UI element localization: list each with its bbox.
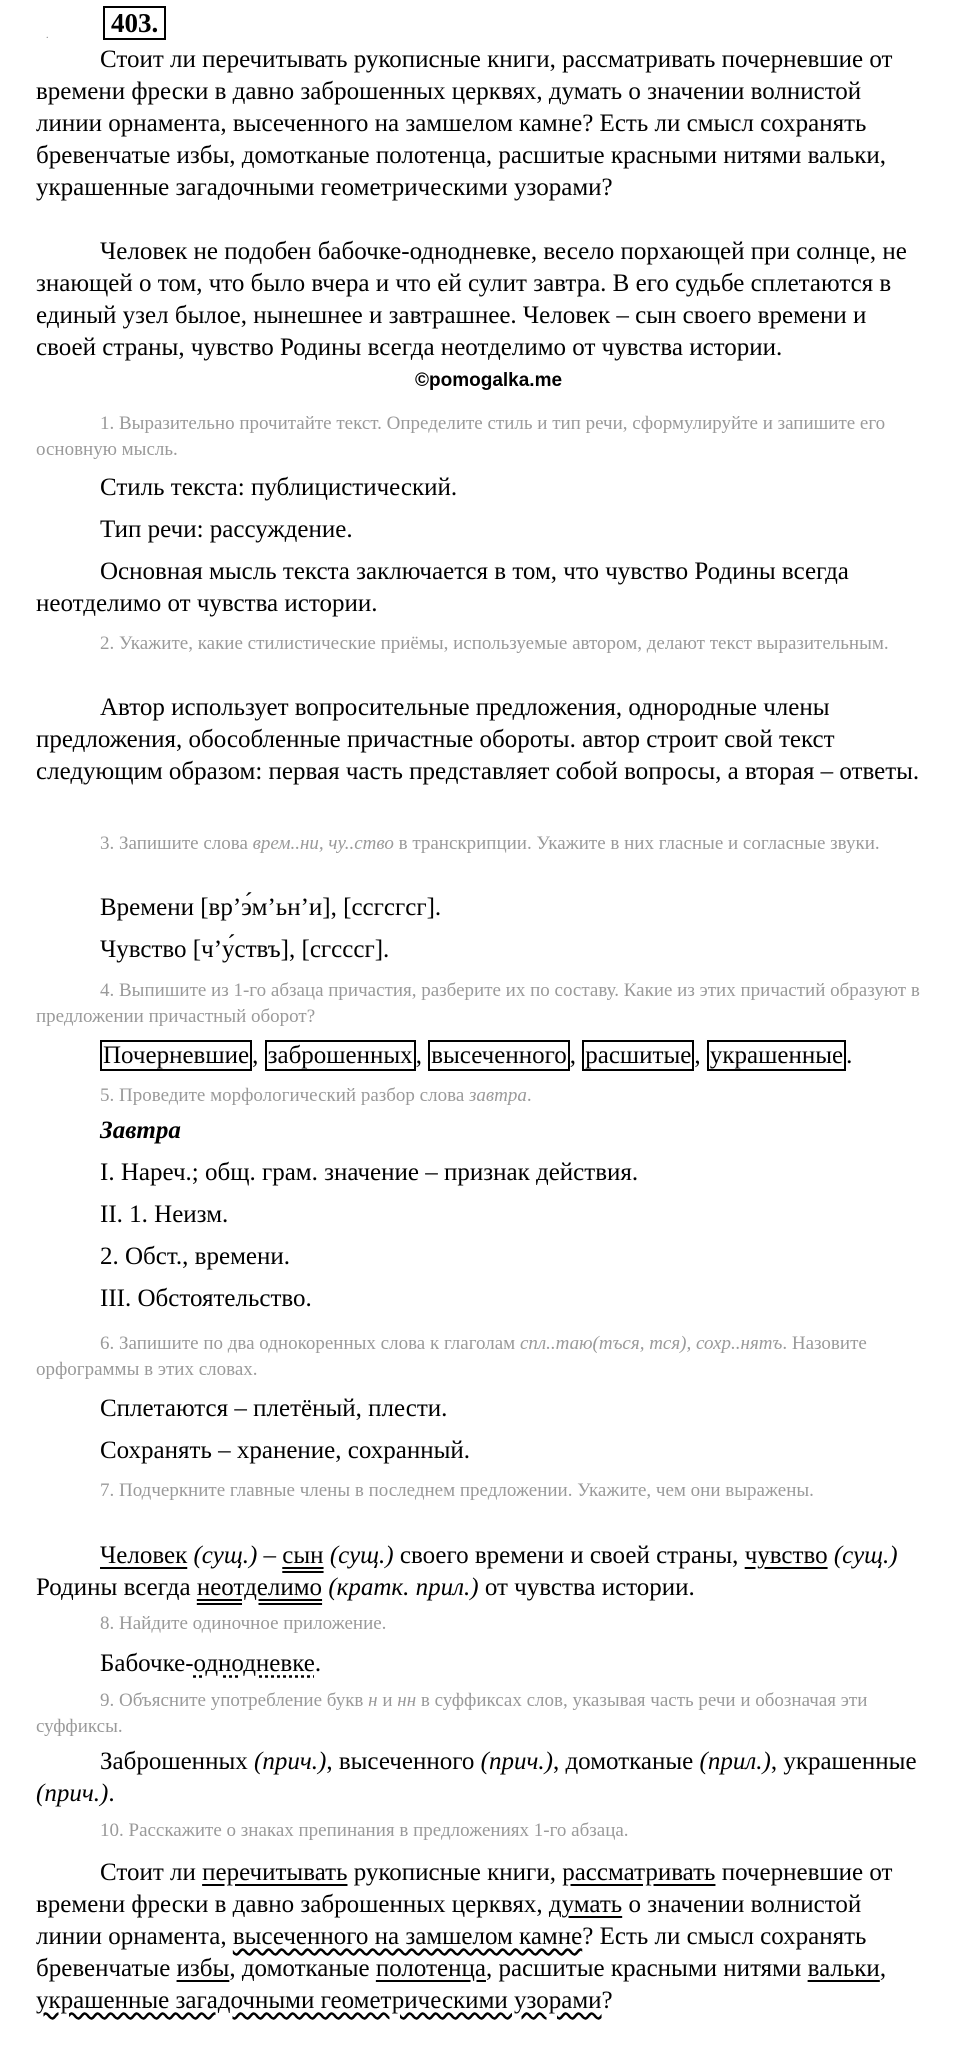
answer-3-line-1: Времени [вр’э́м’ьн’и], [ссгсгсг]. [100, 894, 442, 921]
predicate-word-2: неотделимо [196, 1574, 323, 1601]
question-9: 9. Объясните употребление букв н и нн в суффиксах слов, указывая часть речи и обозначая эти суффиксы. [36, 1690, 868, 1737]
answer-4: Почерневшие , заброшенных , высеченного , расшитые , украшенные . [100, 1040, 940, 1072]
answer-5-title: Завтра [100, 1117, 181, 1144]
question-4: 4. Выпишите из 1-го абзаца причастия, разберите их по составу. Какие из этих причастий образуют в предложении причастный оборот? [36, 980, 920, 1027]
answer-9: Заброшенных (прич.), высеченного (прич.), домотканые (прил.), украшенные (прич.). [36, 1748, 917, 1807]
question-5: 5. Проведите морфологический разбор слова завтра. [100, 1085, 532, 1106]
participle-1: Почерневшие [100, 1040, 252, 1071]
answer-1-style: Стиль текста: публицистический. [100, 474, 458, 501]
question-10: 10. Расскажите о знаках препинания в предложениях 1-го абзаца. [100, 1820, 629, 1841]
word-3: домотканые [565, 1748, 694, 1775]
text-paragraph-2: Человек не подобен бабочке-однодневке, весело порхающей при солнце, не знающей о том, что было вчера и что ей сулит завтра. В его судьбе сплетаются в единый узел былое, нынешнее и завтрашнее. Человек – сын своего времени и своей страны, чувство Родины всегда неотделимо от чувства истории. [36, 238, 907, 361]
word-1: Заброшенных [100, 1748, 248, 1775]
answer-5-line-2: II. 1. Неизм. [100, 1201, 229, 1228]
question-1: 1. Выразительно прочитайте текст. Определите стиль и тип речи, сформулируйте и запишите его основную мысль. [36, 413, 886, 460]
answer-6-line-2: Сохранять – хранение, сохранный. [100, 1437, 471, 1464]
question-5-word: завтра [469, 1085, 527, 1106]
answer-5-line-4: III. Обстоятельство. [100, 1285, 312, 1312]
word-2: высеченного [338, 1748, 475, 1775]
subject-word: Человек [100, 1542, 188, 1569]
question-3: 3. Запишите слова врем..ни, чу..ство в транскрипции. Укажите в них гласные и согласные звуки. [100, 833, 880, 854]
watermark: ©pomogalka.me [415, 370, 563, 391]
answer-6-line-1: Сплетаются – плетёный, плести. [100, 1395, 448, 1422]
answer-1-type: Тип речи: рассуждение. [100, 516, 353, 543]
participle-3: высеченного [428, 1040, 570, 1071]
question-6: 6. Запишите по два однокоренных слова к глаголам спл..таю(тъся, тся), сохр..нятъ. Назовите орфограммы в этих словах. [36, 1333, 867, 1380]
decorative-dot: . [46, 30, 49, 41]
answer-7: Человек (сущ.) – сын (сущ.) своего времени и своей страны, чувство (сущ.) Родины всегда неотделимо (кратк. прил.) от чувства истории. [36, 1542, 898, 1601]
question-7: 7. Подчеркните главные члены в последнем предложении. Укажите, чем они выражены. [100, 1480, 814, 1501]
answer-5-line-1: I. Нареч.; общ. грам. значение – признак действия. [100, 1159, 639, 1186]
text-paragraph-1: Стоит ли перечитывать рукописные книги, рассматривать почерневшие от времени фрески в давно заброшенных церквях, думать о значении волнистой линии орнамента, высеченного на замшелом камне? Есть ли смысл сохранять бревенчатые избы, домотканые полотенца, расшитые красными нитями вальки, украшенные загадочными геометрическими узорами? [36, 46, 893, 201]
answer-10: Стоит ли перечитывать рукописные книги, рассматривать почерневшие от времени фрески в давно заброшенных церквях, думать о значении волнистой линии орнамента, высеченного на замшелом камне? Есть ли смысл сохранять бревенчатые избы, домотканые полотенца, расшитые красными нитями вальки, украшенные загадочными геометрическими узорами? [36, 1859, 893, 2014]
question-2: 2. Укажите, какие стилистические приёмы, используемые автором, делают текст выразительным. [100, 633, 889, 654]
participle-5: украшенные [707, 1040, 846, 1071]
answer-5-line-3: 2. Обст., времени. [100, 1243, 290, 1270]
answer-1-idea: Основная мысль текста заключается в том, что чувство Родины всегда неотделимо от чувства истории. [36, 558, 849, 617]
word-4: украшенные [783, 1748, 917, 1775]
question-3-words: врем..ни, чу..ство [252, 833, 394, 854]
subject-word-2: чувство [744, 1542, 828, 1569]
question-8: 8. Найдите одиночное приложение. [100, 1613, 387, 1634]
appositive-word: однодневке [193, 1650, 315, 1677]
exercise-number: 403. [103, 6, 166, 40]
question-6-words: спл..таю(тъся, тся), сохр..нятъ [519, 1333, 783, 1354]
participle-2: заброшенных [265, 1040, 416, 1071]
answer-8: Бабочке-однодневке. [100, 1650, 322, 1677]
answer-3-line-2: Чувство [ч’у́ствъ], [сгсссг]. [100, 936, 390, 963]
participle-4: расшитые [582, 1040, 694, 1071]
predicate-word: сын [282, 1542, 324, 1569]
answer-2: Автор использует вопросительные предложения, однородные члены предложения, обособленные причастные обороты. автор строит свой текст следующим образом: первая часть представляет собой вопросы, а вторая – ответы. [36, 694, 920, 785]
